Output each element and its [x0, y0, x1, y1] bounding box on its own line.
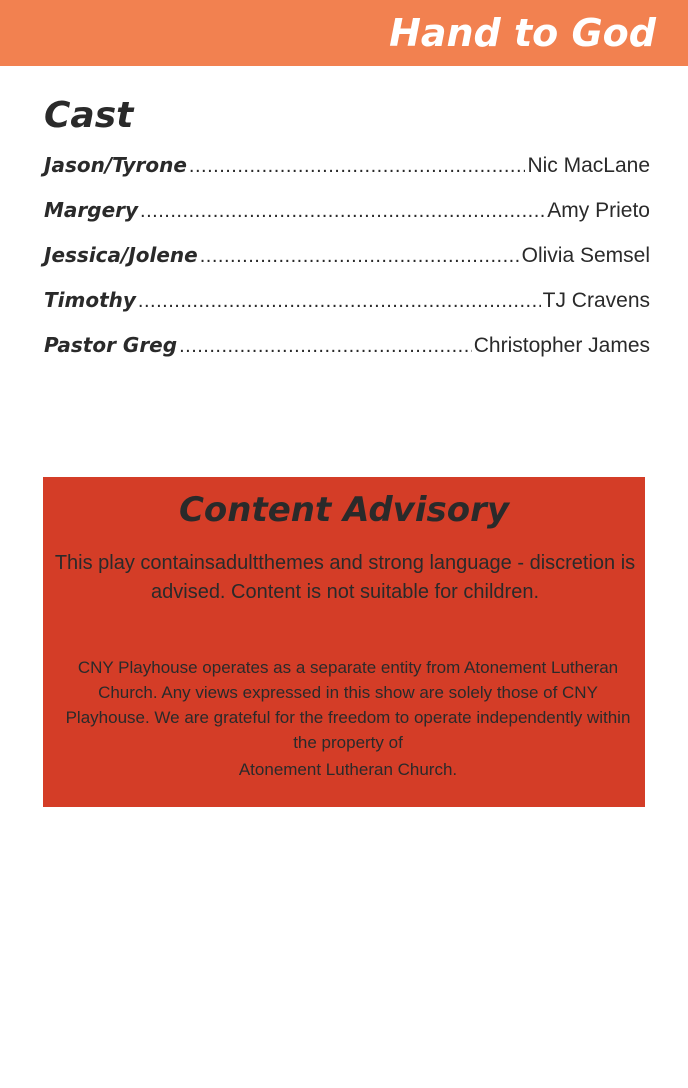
cast-role: Jessica/Jolene — [44, 243, 198, 267]
dot-leader — [140, 196, 545, 226]
header-bar — [0, 0, 688, 66]
disclaimer-church-name: Atonement Lutheran Church. — [238, 760, 458, 779]
cast-list — [44, 150, 650, 375]
advisory-text: This play containsadultthemes and strong language - discretion is advised. Content is not suitable for children. — [54, 552, 636, 603]
dot-leader — [200, 241, 520, 271]
advisory-title: Content Advisory — [178, 490, 510, 530]
dot-leader — [179, 331, 472, 361]
cast-row — [44, 150, 650, 195]
cast-row — [44, 330, 650, 375]
cast-role: Pastor Greg — [44, 333, 178, 357]
dot-leader — [138, 286, 541, 316]
cast-role: Jason/Tyrone — [44, 153, 187, 177]
show-title: Hand to God — [389, 11, 656, 55]
cast-heading: Cast — [44, 95, 134, 136]
cast-row — [44, 285, 650, 330]
cast-row — [44, 240, 650, 285]
cast-role: Margery — [44, 198, 139, 222]
cast-actor: Amy Prieto — [547, 199, 650, 222]
disclaimer-body: CNY Playhouse operates as a separate entity from Atonement Lutheran Church. Any views expressed in this show are solely those of CNY Playhouse. We are grateful for the freedom to operate independently within the property of — [65, 658, 631, 752]
disclaimer-text — [63, 655, 633, 782]
cast-actor: Olivia Semsel — [521, 244, 650, 267]
cast-row — [44, 195, 650, 240]
cast-role: Timothy — [44, 288, 136, 312]
cast-actor: TJ Cravens — [542, 289, 650, 312]
content-advisory-box — [43, 477, 645, 807]
cast-actor: Christopher James — [473, 334, 650, 357]
dot-leader — [189, 151, 526, 181]
cast-actor: Nic MacLane — [527, 154, 650, 177]
